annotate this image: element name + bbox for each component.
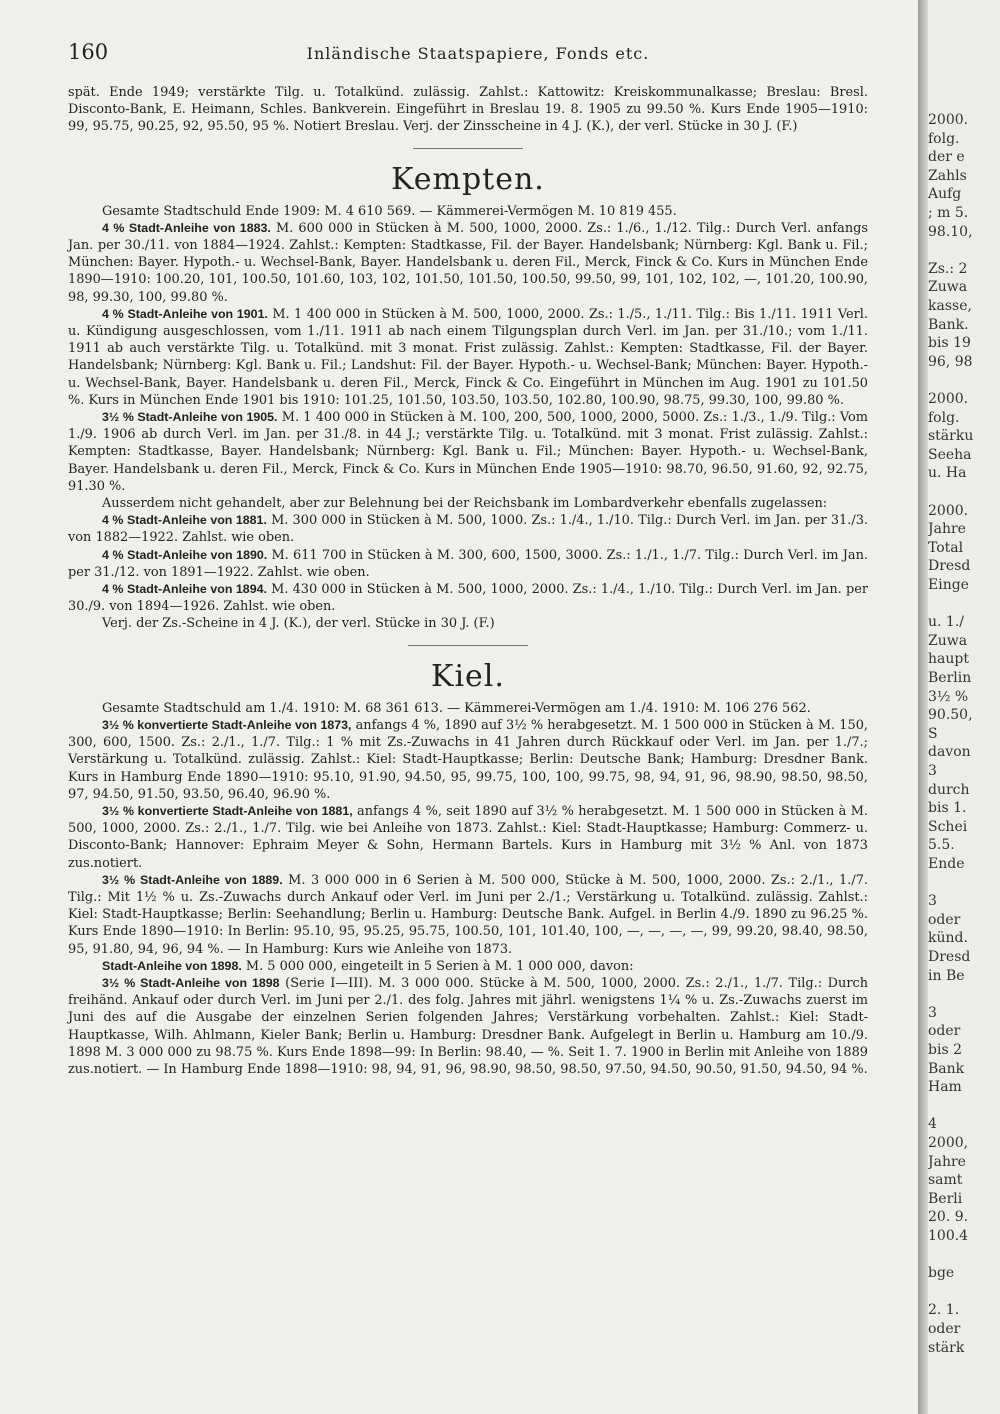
facing-page-fragment: Jahre: [928, 521, 966, 538]
facing-page-fragment: folg.: [928, 130, 960, 147]
bond-details: M. 600 000 in Stücken à M. 500, 1000, 2000. Zs.: 1./6., 1./12. Tilg.: Durch Verl. anfangs Jan. per 30./11. von 1884—1924. Zahlst.: Kempten: Stadtkasse, Fil. der Bayer. Handelsbank; Nürnberg: Kgl. Bank u. Fil.; München: Bayer. Hypoth.- u. Wechsel-Bank, Bayer. Handelsbank u. deren Fil., Merck, Finck & Co. Kurs in München Ende 1890—1910: 100.20, 101, 100.50, 101.60, 103, 102, 101.50, 101.50, 100.50, 99.50, 99, 101, 102, 102, —, 101.20, 100.90, 98, 99.30, 100, 99.80 %.: [68, 220, 868, 305]
bond-entry: [68, 975, 868, 1078]
facing-page-fragment: bis 19: [928, 335, 971, 352]
bond-title: 4 % Stadt-Anleihe von 1894.: [102, 582, 267, 597]
facing-page-fragment: stärku: [928, 428, 974, 445]
facing-page-fragment: S: [928, 725, 938, 742]
intro-paragraph: spät. Ende 1949; verstärkte Tilg. u. Totalkünd. zulässig. Zahlst.: Kattowitz: Kreiskommunalkasse; Breslau: Bresl. Disconto-Bank, E. Heimann, Schles. Bankverein. Eingeführt in Breslau 19. 8. 1905 zu 99.50 %. Kurs Ende 1905—1910: 99, 95.75, 90.25, 92, 95.50, 95 %. Notiert Breslau. Verj. der Zinsscheine in 4 J. (K.), der verl. Stücke in 30 J. (F.): [68, 85, 868, 135]
facing-page-fragment: 3: [928, 1004, 937, 1021]
kiel-summary: Gesamte Stadtschuld am 1./4. 1910: M. 68 361 613. — Kämmerei-Vermögen am 1./4. 1910: M. 106 276 562.: [102, 700, 811, 716]
facing-page-fragment: samt: [928, 1172, 963, 1189]
book-gutter: [918, 0, 928, 1414]
bond-details: M. 611 700 in Stücken à M. 300, 600, 1500, 3000. Zs.: 1./1., 1./7. Tilg.: Durch Verl. im Jan. per 31./12. von 1891—1922. Zahlst. wie oben.: [68, 547, 868, 580]
bond-title: 3½ % Stadt-Anleihe von 1898: [102, 975, 280, 990]
facing-page-fragment: durch: [928, 781, 970, 798]
bond-title: 4 % Stadt-Anleihe von 1901.: [102, 306, 268, 321]
facing-page-fragment: Aufg: [928, 186, 962, 203]
facing-page-fragment: 96, 98: [928, 353, 973, 370]
section-kiel: [68, 660, 868, 1078]
facing-page-fragment: 3: [928, 893, 937, 910]
bond-details: M. 1 400 000 in Stücken à M. 500, 1000, 2000. Zs.: 1./5., 1./11. Tilg.: Bis 1./11. 1911 Verl. u. Kündigung ausgeschlossen, vom 1./11. 1911 ab nach einem Tilgungsplan durch Verl. im Jan. per 31./10.; vom 1./11. 1911 ab auch verstärkte Tilg. u. Totalkünd. mit 3 monat. Frist zulässig. Zahlst.: Kempten: Stadtkasse, Fil. der Bayer. Handelsbank; Nürnberg: Kgl. Bank u. Fil.; Landshut: Fil. der Bayer. Hypoth.- u. Wechsel-Bank; München: Bayer. Hypoth.- u. Wechsel-Bank, Bayer. Handelsbank u. deren Fil., Merck, Finck & Co. Eingeführt in München im Aug. 1901 zu 101.50 %. Kurs in München Ende 1901 bis 1910: 101.25, 101.50, 103.50, 103.50, 102.80, 100.90, 98.75, 99.30, 100, 99.80 %.: [68, 306, 868, 408]
bond-title: Stadt-Anleihe von 1898.: [102, 958, 242, 973]
kempten-entries: [68, 220, 868, 633]
bond-entry: [68, 581, 868, 615]
facing-page-fragment: Total: [928, 539, 964, 556]
bond-details: anfangs 4 %, 1890 auf 3½ % herabgesetzt. M. 1 500 000 in Stücken à M. 150, 300, 600, 1500. Zs.: 2./1., 1./7. Tilg.: 1 % mit Zs.-Zuwachs in 41 Jahren durch Rückkauf oder Verl. im Jan. per 1./7.; Verstärkung u. Totalkünd. zulässig. Zahlst.: Kiel: Stadt-Hauptkasse; Berlin: Deutsche Bank; Hamburg: Dresdner Bank. Kurs in Hamburg Ende 1890—1910: 95.10, 91.90, 94.50, 95, 99.75, 100, 100, 99.75, 98, 94, 91, 96, 98.90, 98.50, 98.50, 97, 94.50, 91.50, 93.50, 96.40, 96.90 %.: [68, 717, 868, 802]
facing-page-fragment: haupt: [928, 651, 969, 668]
page-header: [68, 40, 888, 68]
bond-title: 4 % Stadt-Anleihe von 1883.: [102, 220, 271, 235]
bond-details: (Serie I—III). M. 3 000 000. Stücke à M. 500, 1000, 2000. Zs.: 2./1., 1./7. Tilg.: Durch freihänd. Ankauf oder durch Verl. im Juni per 2./1. des folg. Jahres mit jährl. wenigstens 1¼ % u. Zs.-Zuwachs zuerst im Juni des auf die Ausgabe der einzelnen Serien folgenden Jahres; Verstärkung vorbehalten. Zahlst.: Kiel: Stadt-Hauptkasse, Wilh. Ahlmann, Kieler Bank; Berlin u. Hamburg: Dresdner Bank. Aufgelegt in Berlin u. Hamburg am 10./9. 1898 M. 3 000 000 zu 98.75 %. Kurs Ende 1898—99: In Berlin: 98.40, — %. Seit 1. 7. 1900 in Berlin mit Anleihe von 1889 zus.notiert. — In Hamburg Ende 1898—1910: 98, 94, 91, 96, 98.90, 98.50, 98.50, 97.50, 94.50, 90.50, 91.50, 94.50, 94 %.: [68, 975, 869, 1077]
facing-page-fragment: bis 2: [928, 1042, 962, 1058]
facing-page-fragment: Berli: [928, 1190, 963, 1207]
facing-page-fragment: Berlin: [928, 670, 972, 686]
facing-page-fragment: 90.50,: [928, 707, 973, 724]
facing-page-fragment: Bank: [928, 1060, 965, 1077]
facing-page-fragment: 2. 1.: [928, 1302, 960, 1319]
facing-page-fragment: Bank.: [928, 316, 969, 333]
facing-page-fragment: 2000.: [928, 112, 969, 128]
facing-page-fragment: 5.5.: [928, 837, 955, 854]
section-divider: [413, 148, 523, 149]
facing-page-fragment: bge: [928, 1265, 955, 1282]
facing-page-fragment: Dresd: [928, 949, 971, 965]
bond-details: M. 5 000 000, eingeteilt in 5 Serien à M. 1 000 000, davon:: [241, 958, 634, 974]
kempten-summary: Gesamte Stadtschuld Ende 1909: M. 4 610 569. — Kämmerei-Vermögen M. 10 819 455.: [102, 203, 677, 219]
facing-page-fragment: oder: [928, 1321, 961, 1337]
facing-page-fragment: ; m 5.: [928, 205, 969, 221]
bond-title: 4 % Stadt-Anleihe von 1881.: [102, 513, 267, 528]
facing-page-fragment: oder: [928, 1023, 961, 1040]
facing-page-fragment: 2000.: [928, 391, 969, 407]
facing-page-fragment: u. 1./: [928, 614, 964, 631]
facing-page-fragment: bis 1.: [928, 800, 967, 817]
facing-page-fragment: Einge: [928, 577, 969, 593]
facing-page-fragment: davon: [928, 744, 971, 761]
bond-entry: [68, 615, 868, 632]
bond-title: 3½ % Stadt-Anleihe von 1905.: [102, 410, 278, 425]
bond-title: 3½ % konvertierte Stadt-Anleihe von 1881,: [102, 803, 353, 818]
page-number: 160: [68, 40, 109, 64]
facing-page-fragment: Ende: [928, 856, 965, 872]
bond-entry: [68, 409, 868, 495]
running-title: Inländische Staatspapiere, Fonds etc.: [306, 44, 650, 63]
facing-page-fragment: 3½ %: [928, 688, 969, 705]
bond-details: anfangs 4 %, seit 1890 auf 3½ % herabgesetzt. M. 1 500 000 in Stücken à M. 500, 1000, 2000. Zs.: 2./1., 1./7. Tilg. wie bei Anleihe von 1873. Zahlst.: Kiel: Stadt-Hauptkasse; Hamburg: Commerz- u. Disconto-Bank; Hannover: Ephraim Meyer & Sohn, Hermann Bartels. Kurs in Hamburg mit 3½ % Anl. von 1873 zus.notiert.: [68, 803, 868, 871]
facing-page-fragment: Zuwa: [928, 279, 968, 296]
section-title-kiel: Kiel.: [431, 658, 505, 694]
bond-entry: [68, 872, 868, 958]
facing-page-fragment: u. Ha: [928, 465, 967, 482]
bond-entry: [68, 547, 868, 581]
facing-page-fragment: 3: [928, 763, 937, 779]
bond-details: Verj. der Zs.-Scheine in 4 J. (K.), der verl. Stücke in 30 J. (F.): [102, 616, 495, 632]
facing-page-fragment: Zs.: 2: [928, 260, 968, 277]
facing-page-fragment: Dresd: [928, 558, 971, 575]
bond-entry: [68, 220, 868, 306]
bond-entry: [68, 717, 868, 803]
facing-page-fragment: folg.: [928, 409, 960, 426]
bond-details: Ausserdem nicht gehandelt, aber zur Belehnung bei der Reichsbank im Lombardverkehr ebenfalls zugelassen:: [102, 496, 828, 512]
facing-page-fragment: Jahre: [928, 1153, 966, 1170]
facing-page-strip: [928, 0, 1000, 1414]
facing-page-fragment: künd.: [928, 930, 968, 947]
kiel-entries: [68, 717, 868, 1078]
bond-details: M. 430 000 in Stücken à M. 500, 1000, 2000. Zs.: 1./4., 1./10. Tilg.: Durch Verl. im Jan. per 30./9. von 1894—1926. Zahlst. wie oben.: [68, 582, 868, 615]
facing-page-fragment: der e: [928, 149, 965, 166]
section-divider: [408, 645, 528, 646]
bond-details: M. 1 400 000 in Stücken à M. 100, 200, 500, 1000, 2000, 5000. Zs.: 1./3., 1./9. Tilg.: Vom 1./9. 1906 ab durch Verl. im Jan. per 31./8. in 44 J.; verstärkte Tilg. u. Totalkünd. mit 3 monat. Frist zulässig. Zahlst.: Kempten: Stadtkasse, Bayer. Handelsbank; Nürnberg: Kgl. Bank u. Fil.; München: Bayer. Hypoth.- u. Wechsel-Bank, Bayer. Handelsbank u. deren Fil., Merck, Finck & Co. Kurs in München Ende 1905—1910: 98.70, 96.50, 91.60, 92, 92.75, 91.30 %.: [68, 410, 868, 494]
bond-entry: [68, 495, 868, 512]
bond-title: 3½ % Stadt-Anleihe von 1889.: [102, 872, 283, 887]
facing-page-fragment: oder: [928, 911, 961, 928]
page-content: [68, 84, 868, 1078]
section-title-kempten: Kempten.: [391, 161, 545, 197]
bond-title: 3½ % konvertierte Stadt-Anleihe von 1873,: [102, 717, 352, 732]
facing-page-fragment: 2000,: [928, 1135, 969, 1151]
facing-page-fragment: 4: [928, 1116, 937, 1133]
facing-page-fragment: kasse,: [928, 298, 972, 314]
facing-page-fragment: 2000.: [928, 502, 969, 519]
bond-entry: [68, 958, 868, 975]
bond-title: 4 % Stadt-Anleihe von 1890.: [102, 547, 268, 562]
bond-entry: [68, 306, 868, 409]
facing-page-fragment: in Be: [928, 967, 965, 984]
bond-details: M. 3 000 000 in 6 Serien à M. 500 000, Stücke à M. 500, 1000, 2000. Zs.: 2./1., 1./7. Tilg.: Mit 1½ % u. Zs.-Zuwachs durch Ankauf oder Verl. im Juni per 2./1.; Verstärkung u. Totalkünd. zulässig. Zahlst.: Kiel: Stadt-Hauptkasse; Berlin: Seehandlung; Berlin u. Hamburg: Deutsche Bank. Aufgel. in Berlin 4./9. 1890 zu 96.25 %. Kurs Ende 1890—1910: In Berlin: 95.10, 95, 95.25, 95.75, 100.50, 101, 101.40, 100, —, —, —, —, 99, 99.20, 98.40, 98.50, 95, 91.80, 94, 96, 94 %. — In Hamburg: Kurs wie Anleihe von 1873.: [68, 872, 869, 957]
facing-page-fragment: 100.4: [928, 1228, 969, 1244]
facing-page-fragment: Ham: [928, 1079, 962, 1096]
facing-page-fragment: Schei: [928, 818, 968, 835]
facing-page-fragment: Zahls: [928, 167, 967, 184]
facing-page-fragment: Seeha: [928, 446, 972, 463]
bond-details: M. 300 000 in Stücken à M. 500, 1000. Zs.: 1./4., 1./10. Tilg.: Durch Verl. im Jan. per 31./3. von 1882—1922. Zahlst. wie oben.: [68, 513, 868, 546]
facing-page-fragment: 98.10,: [928, 223, 973, 240]
facing-page-fragment: 20. 9.: [928, 1209, 969, 1226]
facing-page-fragment: Zuwa: [928, 632, 968, 649]
section-kempten: [68, 163, 868, 633]
bond-entry: [68, 803, 868, 872]
facing-page-fragment: stärk: [928, 1339, 965, 1356]
bond-entry: [68, 512, 868, 546]
